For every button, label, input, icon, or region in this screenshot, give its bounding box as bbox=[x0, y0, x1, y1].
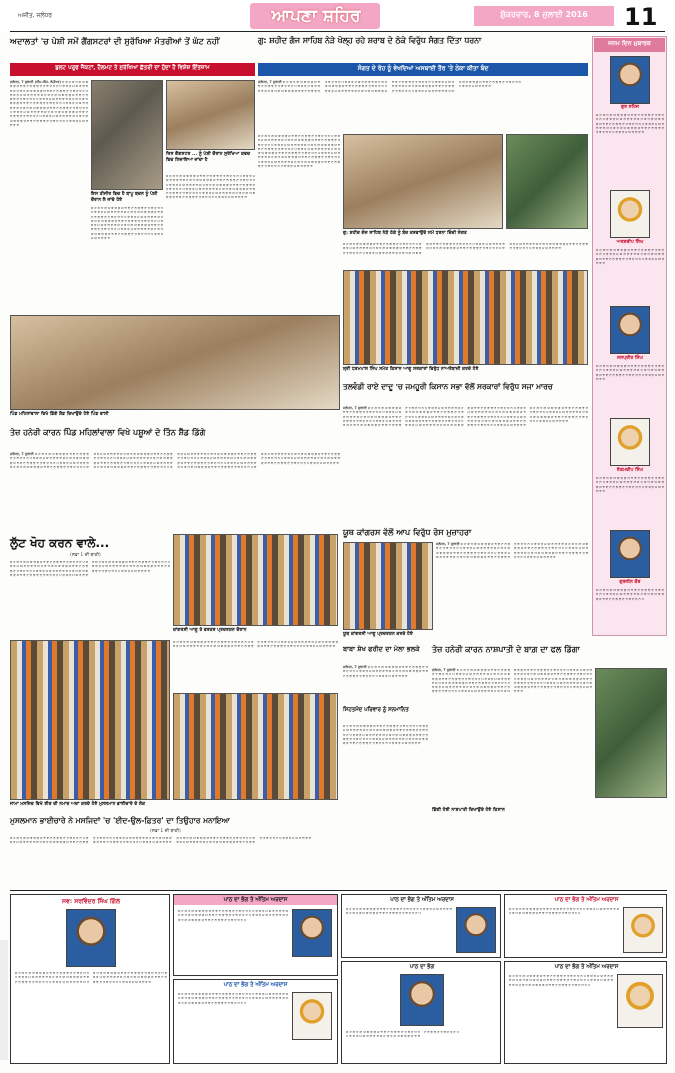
obituary-ad-1-photo bbox=[66, 909, 116, 967]
rally-caption: ਕਾਂਗਰਸੀ ਆਗੂ ਤੇ ਵਰਕਰ ਪ੍ਰਦਰਸ਼ਨ ਦੌਰਾਨ bbox=[173, 628, 247, 633]
child-wish-2: ਸ ਹ ਕ ਖ ਗ ਘ ਙ ਚ ਛ ਜ ਝ ਞ ਟ ਠ ਡ ਢ ਣ ਤ ਥ ਦ ਧ ਨ ਪ ਫ ਬ ਭ ਮ ਯ ਰ ਲ ਵ ੜ ਸ ਹ ਕ ਖ ਗ ਘ ਙ ਚ ਛ ਜ ਝ ਞ ਟ ਠ ਡ ਢ ਣ ਤ ਥ ਦ ਧ ਨ ਪ ਫ ਬ ਭ ਮ ਯ ਰ ਲ ਵ ੜ bbox=[596, 248, 664, 265]
eid-jump-label: (ਸਫ਼ਾ 1 ਦੀ ਬਾਕੀ) bbox=[150, 829, 181, 834]
date-label: ਸ਼ੁੱਕਰਵਾਰ, 8 ਜੁਲਾਈ 2016 bbox=[500, 10, 588, 19]
obituary-ad-7-title: ਪਾਠ ਦਾ ਭੋਗ ਤੇ ਅੰਤਿਮ ਅਰਦਾਸ bbox=[554, 964, 619, 970]
youth-caption: ਯੂਥ ਕਾਂਗਰਸੀ ਆਗੂ ਪ੍ਰਦਰਸ਼ਨ ਕਰਦੇ ਹੋਏ bbox=[343, 632, 413, 637]
obituary-ad-1 bbox=[10, 894, 170, 1064]
obituary-ad-1-body: ਸ ਹ ਕ ਖ ਗ ਘ ਙ ਚ ਛ ਜ ਝ ਞ ਟ ਠ ਡ ਢ ਣ ਤ ਥ ਦ ਧ ਨ ਪ ਫ ਬ ਭ ਮ ਯ ਰ ਲ ਵ ੜ ਸ ਹ ਕ ਖ ਗ ਘ ਙ ਚ ਛ ਜ ਝ ਞ ਟ ਠ ਡ ਢ ਣ ਤ ਥ ਦ ਧ ਨ ਪ ਫ ਬ ਭ ਮ ਯ ਰ ਲ ਵ ੜ ਸ ਹ ਕ ਖ ਗ ਘ ਙ ਚ ਛ ਜ ਝ ਞ ਟ ਠ ਡ ਢ ਣ ਤ ਥ ਦ ਧ ਨ ਪ ਫ ਬ ਭ ਮ ਯ ਰ ਲ ਵ ੜ ਸ ਹ ਕ ਖ ਗ ਘ ਙ ਚ ਛ ਜ ਝ ਞ ਟ ਠ ਡ ਢ ਣ ਤ ਥ ਦ ਧ ਨ ਪ ਫ ਬ ਭ ਮ ਯ ਰ ਲ ਵ ੜ bbox=[15, 971, 167, 984]
liquor-body: ਜਲੰਧਰ, 7 ਜੁਲਾਈ ਸ ਹ ਕ ਖ ਗ ਘ ਙ ਚ ਛ ਜ ਝ ਞ ਟ ਠ ਡ ਢ ਣ ਤ ਥ ਦ ਧ ਨ ਪ ਫ ਬ ਭ ਮ ਯ ਰ ਲ ਵ ੜ ਸ ਹ ਕ ਖ ਗ ਘ ਙ ਚ ਛ ਜ ਝ ਞ ਟ ਠ ਡ ਢ ਣ ਤ ਥ ਦ ਧ ਨ ਪ ਫ ਬ ਭ ਮ ਯ ਰ ਲ ਵ ੜ ਸ ਹ ਕ ਖ ਗ ਘ ਙ ਚ ਛ ਜ ਝ ਞ ਟ ਠ ਡ ਢ ਣ ਤ ਥ ਦ ਧ ਨ ਪ ਫ ਬ ਭ ਮ ਯ ਰ ਲ ਵ ੜ ਸ ਹ ਕ ਖ ਗ ਘ ਙ ਚ ਛ ਜ ਝ ਞ ਟ ਠ ਡ ਢ ਣ ਤ ਥ ਦ ਧ ਨ ਪ ਫ ਬ ਭ ਮ ਯ ਰ ਲ ਵ ੜ ਸ ਹ ਕ ਖ ਗ ਘ ਙ ਚ ਛ ਜ ਝ ਞ ਟ ਠ ਡ ਢ ਣ ਤ ਥ ਦ ਧ ਨ ਪ ਫ ਬ ਭ ਮ ਯ ਰ ਲ ਵ ੜ ਸ ਹ ਕ ਖ ਗ ਘ ਙ ਚ ਛ ਜ ਝ ਞ ਟ ਠ ਡ ਢ ਣ ਤ ਥ ਦ ਧ ਨ ਪ ਫ ਬ ਭ ਮ ਯ ਰ ਲ ਵ ੜ bbox=[258, 80, 521, 93]
baba-headline: ਬਾਬਾ ਸ਼ੇਖ ਫਰੀਦ ਦਾ ਮੇਲਾ ਭਲਕੇ bbox=[343, 645, 420, 653]
story-gangster bbox=[10, 36, 255, 336]
child-name-3: ਜਸਪ੍ਰੀਤ ਸਿੰਘ bbox=[617, 356, 643, 361]
obituary-ad-3-body: ਸ ਹ ਕ ਖ ਗ ਘ ਙ ਚ ਛ ਜ ਝ ਞ ਟ ਠ ਡ ਢ ਣ ਤ ਥ ਦ ਧ ਨ ਪ ਫ ਬ ਭ ਮ ਯ ਰ ਲ ਵ ੜ ਸ ਹ ਕ ਖ ਗ ਘ ਙ ਚ ਛ ਜ ਝ ਞ ਟ ਠ ਡ ਢ ਣ ਤ ਥ ਦ ਧ ਨ ਪ ਫ ਬ ਭ ਮ ਯ ਰ ਲ ਵ ੜ ਸ ਹ ਕ ਖ ਗ ਘ ਙ ਚ ਛ ਜ ਝ ਞ ਟ ਠ ਡ ਢ ਣ ਤ ਥ ਦ ਧ ਨ ਪ bbox=[178, 992, 288, 1005]
obituary-ad-1-title: ਸਵ: ਸਰਵਿੰਦਰ ਸਿੰਘ ਗਿੱਲ bbox=[61, 898, 121, 905]
obituary-ad-3 bbox=[173, 979, 338, 1064]
obituary-ad-5-photo bbox=[623, 907, 663, 953]
liquor-body-3: ਸ ਹ ਕ ਖ ਗ ਘ ਙ ਚ ਛ ਜ ਝ ਞ ਟ ਠ ਡ ਢ ਣ ਤ ਥ ਦ ਧ ਨ ਪ ਫ ਬ ਭ ਮ ਯ ਰ ਲ ਵ ੜ ਸ ਹ ਕ ਖ ਗ ਘ ਙ ਚ ਛ ਜ ਝ ਞ ਟ ਠ ਡ ਢ ਣ ਤ ਥ ਦ ਧ ਨ ਪ ਫ ਬ ਭ ਮ ਯ ਰ ਲ ਵ ੜ ਸ ਹ ਕ ਖ ਗ ਘ ਙ ਚ ਛ ਜ ਝ ਞ ਟ ਠ ਡ ਢ ਣ ਤ ਥ ਦ ਧ ਨ ਪ ਫ ਬ ਭ ਮ ਯ ਰ ਲ ਵ ੜ ਸ ਹ ਕ ਖ ਗ ਘ ਙ ਚ ਛ ਜ ਝ ਞ ਟ ਠ ਡ ਢ ਣ ਤ ਥ ਦ ਧ ਨ ਪ ਫ ਬ ਭ ਮ ਯ ਰ ਲ ਵ ੜ ਸ ਹ ਕ ਖ ਗ ਘ ਙ ਚ ਛ ਜ ਝ ਞ ਟ ਠ ਡ ਢ ਣ ਤ ਥ ਦ ਧ ਨ ਪ ਫ ਬ ਭ ਮ ਯ ਰ ਲ ਵ ੜ bbox=[343, 242, 588, 255]
photo-caption-2: ਜਿਸ ਗੈਂਗਸਟਰ ... ਨੂੰ ਪੇਸ਼ੀ ਦੌਰਾਨ ਸੁਰੱਖਿਆ ਕਵਚ ਵਿਚ ਲਿਜਾਇਆ ਜਾਂਦਾ ਹੈ bbox=[166, 152, 251, 163]
obituary-ad-5-body: ਸ ਹ ਕ ਖ ਗ ਘ ਙ ਚ ਛ ਜ ਝ ਞ ਟ ਠ ਡ ਢ ਣ ਤ ਥ ਦ ਧ ਨ ਪ ਫ ਬ ਭ ਮ ਯ ਰ ਲ ਵ ੜ ਸ ਹ ਕ ਖ ਗ ਘ ਙ ਚ ਛ ਜ ਝ ਞ ਟ ਠ ਡ ਢ ਣ ਤ ਥ ਦ ਧ ਨ ਪ bbox=[509, 907, 619, 916]
farmers-headline: ਤਲਵੰਡੀ ਰਾਏ ਦਾਦੂ 'ਚ ਜਮਹੂਰੀ ਕਿਸਾਨ ਸਭਾ ਵੱਲੋਂ ਸਰਕਾਰਾਂ ਵਿਰੁੱਧ ਸਜਾ ਮਾਰਚ bbox=[343, 382, 553, 391]
photo-eid-prayer bbox=[10, 640, 170, 800]
storm-body: ਜਲੰਧਰ, 7 ਜੁਲਾਈ ਸ ਹ ਕ ਖ ਗ ਘ ਙ ਚ ਛ ਜ ਝ ਞ ਟ ਠ ਡ ਢ ਣ ਤ ਥ ਦ ਧ ਨ ਪ ਫ ਬ ਭ ਮ ਯ ਰ ਲ ਵ ੜ ਸ ਹ ਕ ਖ ਗ ਘ ਙ ਚ ਛ ਜ ਝ ਞ ਟ ਠ ਡ ਢ ਣ ਤ ਥ ਦ ਧ ਨ ਪ ਫ ਬ ਭ ਮ ਯ ਰ ਲ ਵ ੜ ਸ ਹ ਕ ਖ ਗ ਘ ਙ ਚ ਛ ਜ ਝ ਞ ਟ ਠ ਡ ਢ ਣ ਤ ਥ ਦ ਧ ਨ ਪ ਫ ਬ ਭ ਮ ਯ ਰ ਲ ਵ ੜ ਸ ਹ ਕ ਖ ਗ ਘ ਙ ਚ ਛ ਜ ਝ ਞ ਟ ਠ ਡ ਢ ਣ ਤ ਥ ਦ ਧ ਨ ਪ ਫ ਬ ਭ ਮ ਯ ਰ ਲ ਵ ੜ ਸ ਹ ਕ ਖ ਗ ਘ ਙ ਚ ਛ ਜ ਝ ਞ ਟ ਠ ਡ ਢ ਣ ਤ ਥ ਦ ਧ ਨ ਪ ਫ ਬ ਭ ਮ ਯ ਰ ਲ ਵ ੜ ਸ ਹ ਕ ਖ ਗ ਘ ਙ ਚ ਛ ਜ ਝ ਞ ਟ ਠ ਡ ਢ ਣ ਤ ਥ ਦ ਧ ਨ ਪ ਫ ਬ ਭ ਮ ਯ ਰ ਲ ਵ ੜ ਸ ਹ ਕ ਖ ਗ ਘ ਙ ਚ ਛ ਜ ਝ ਞ ਟ ਠ ਡ ਢ ਣ ਤ ਥ ਦ ਧ ਨ ਪ ਫ ਬ ਭ ਮ ਯ ਰ ਲ ਵ ੜ ਸ ਹ ਕ ਖ ਗ ਘ ਙ ਚ ਛ ਜ ਝ ਞ ਟ ਠ ਡ ਢ ਣ ਤ ਥ ਦ ਧ ਨ ਪ ਫ ਬ ਭ ਮ ਯ ਰ ਲ ਵ ੜ ਸ ਹ ਕ ਖ ਗ ਘ ਙ ਚ ਛ ਜ ਝ ਞ ਟ ਠ ਡ ਢ ਣ ਤ ਥ ਦ ਧ ਨ ਪ ਫ ਬ ਭ ਮ ਯ ਰ ਲ ਵ ੜ ਸ ਹ ਕ ਖ ਗ ਘ ਙ ਚ ਛ ਜ ਝ ਞ ਟ ਠ ਡ ਢ ਣ ਤ ਥ ਦ ਧ ਨ ਪ ਫ ਬ ਭ ਮ ਯ ਰ ਲ ਵ ੜ ਸ ਹ ਕ ਖ ਗ ਘ ਙ ਚ ਛ ਜ ਝ ਞ ਟ ਠ ਡ ਢ ਣ ਤ ਥ ਦ ਧ ਨ ਪ ਫ ਬ ਭ ਮ ਯ ਰ ਲ ਵ ੜ bbox=[10, 452, 340, 469]
eid-caption: ਜਾਮਾ ਮਸਜਿਦ ਵਿਖੇ ਈਦ ਦੀ ਨਮਾਜ਼ ਅਦਾ ਕਰਦੇ ਹੋਏ ਮੁਸਲਮਾਨ ਭਾਈਚਾਰੇ ਦੇ ਲੋਕ bbox=[10, 802, 146, 807]
loot-body: ਸ ਹ ਕ ਖ ਗ ਘ ਙ ਚ ਛ ਜ ਝ ਞ ਟ ਠ ਡ ਢ ਣ ਤ ਥ ਦ ਧ ਨ ਪ ਫ ਬ ਭ ਮ ਯ ਰ ਲ ਵ ੜ ਸ ਹ ਕ ਖ ਗ ਘ ਙ ਚ ਛ ਜ ਝ ਞ ਟ ਠ ਡ ਢ ਣ ਤ ਥ ਦ ਧ ਨ ਪ ਫ ਬ ਭ ਮ ਯ ਰ ਲ ਵ ੜ ਸ ਹ ਕ ਖ ਗ ਘ ਙ ਚ ਛ ਜ ਝ ਞ ਟ ਠ ਡ ਢ ਣ ਤ ਥ ਦ ਧ ਨ ਪ ਫ ਬ ਭ ਮ ਯ ਰ ਲ ਵ ੜ ਸ ਹ ਕ ਖ ਗ ਘ ਙ ਚ ਛ ਜ ਝ ਞ ਟ ਠ ਡ ਢ ਣ ਤ ਥ ਦ ਧ ਨ ਪ ਫ ਬ ਭ ਮ ਯ ਰ ਲ ਵ ੜ ਸ ਹ ਕ ਖ ਗ ਘ ਙ ਚ ਛ ਜ ਝ ਞ ਟ ਠ ਡ ਢ ਣ ਤ ਥ ਦ ਧ ਨ ਪ ਫ ਬ ਭ ਮ ਯ ਰ ਲ ਵ ੜ bbox=[10, 560, 170, 577]
eid-headline: ਮੁਸਲਮਾਨ ਭਾਈਚਾਰੇ ਨੇ ਮਸਜਿਦਾਂ 'ਚ 'ਈਦ-ਉਲ-ਫ਼ਿਤਰ' ਦਾ ਤਿਉਹਾਰ ਮਨਾਇਆ bbox=[10, 816, 230, 825]
obituary-ad-4 bbox=[341, 894, 501, 958]
loot-jump-label: (ਸਫ਼ਾ 1 ਦੀ ਬਾਕੀ) bbox=[70, 553, 101, 558]
birthday-title: ਜਨਮ ਦਿਨ ਮੁਬਾਰਕ bbox=[608, 40, 651, 47]
storm-photo-caption: ਪਿੰਡ ਮਹਿਲਾਂਵਾਲਾ ਵਿਖੇ ਡਿੱਗੇ ਸ਼ੈੱਡ ਦਿਖਾਉਂਦੇ ਹੋਏ ਪਿੰਡ ਵਾਸੀ bbox=[10, 412, 109, 417]
obituary-ad-4-body: ਸ ਹ ਕ ਖ ਗ ਘ ਙ ਚ ਛ ਜ ਝ ਞ ਟ ਠ ਡ ਢ ਣ ਤ ਥ ਦ ਧ ਨ ਪ ਫ ਬ ਭ ਮ ਯ ਰ ਲ ਵ ੜ ਸ ਹ ਕ ਖ ਗ ਘ ਙ ਚ ਛ ਜ ਝ ਞ ਟ ਠ ਡ ਢ ਣ ਤ ਥ ਦ ਧ ਨ ਪ bbox=[346, 907, 452, 916]
child-wish-1: ਸ ਹ ਕ ਖ ਗ ਘ ਙ ਚ ਛ ਜ ਝ ਞ ਟ ਠ ਡ ਢ ਣ ਤ ਥ ਦ ਧ ਨ ਪ ਫ ਬ ਭ ਮ ਯ ਰ ਲ ਵ ੜ ਸ ਹ ਕ ਖ ਗ ਘ ਙ ਚ ਛ ਜ ਝ ਞ ਟ ਠ ਡ ਢ ਣ ਤ ਥ ਦ ਧ ਨ ਪ ਫ ਬ ਭ ਮ ਯ ਰ ਲ ਵ ੜ ਸ ਹ ਕ ਖ ਗ ਘ ਙ ਚ ਛ ਜ ਝ ਞ ਟ ਠ ਡ ਢ ਣ ਤ ਥ ਦ ਧ ਨ ਪ ਫ ਬ ਭ ਮ ਯ ਰ ਲ ਵ ੜ bbox=[596, 113, 664, 135]
baba-body: ਜਲੰਧਰ, 7 ਜੁਲਾਈ ਸ ਹ ਕ ਖ ਗ ਘ ਙ ਚ ਛ ਜ ਝ ਞ ਟ ਠ ਡ ਢ ਣ ਤ ਥ ਦ ਧ ਨ ਪ ਫ ਬ ਭ ਮ ਯ ਰ ਲ ਵ ੜ ਸ ਹ ਕ ਖ ਗ ਘ ਙ ਚ ਛ ਜ ਝ ਞ ਟ ਠ ਡ ਢ ਣ ਤ ਥ ਦ ਧ ਨ ਪ ਫ ਬ ਭ ਮ ਯ ਰ ਲ ਵ ੜ bbox=[343, 665, 428, 678]
obituary-ad-2-body: ਸ ਹ ਕ ਖ ਗ ਘ ਙ ਚ ਛ ਜ ਝ ਞ ਟ ਠ ਡ ਢ ਣ ਤ ਥ ਦ ਧ ਨ ਪ ਫ ਬ ਭ ਮ ਯ ਰ ਲ ਵ ੜ ਸ ਹ ਕ ਖ ਗ ਘ ਙ ਚ ਛ ਜ ਝ ਞ ਟ ਠ ਡ ਢ ਣ ਤ ਥ ਦ ਧ ਨ ਪ ਫ ਬ ਭ ਮ ਯ ਰ ਲ ਵ ੜ ਸ ਹ ਕ ਖ ਗ ਘ ਙ ਚ ਛ ਜ ਝ ਞ ਟ ਠ ਡ ਢ ਣ ਤ ਥ ਦ ਧ ਨ ਪ bbox=[178, 909, 288, 922]
photo-caption-1: ਇਸ ਤੀਜੀਰ ਵਿਚ ਹੈ ਬਾਪੂ ਬਚਨ ਨੂੰ ਪੇਸ਼ੀ ਦੌਰਾਨ ਲੈ ਜਾਂਦੇ ਹੋਏ bbox=[91, 192, 158, 203]
baba-body-2: ਸ ਹ ਕ ਖ ਗ ਘ ਙ ਚ ਛ ਜ ਝ ਞ ਟ ਠ ਡ ਢ ਣ ਤ ਥ ਦ ਧ ਨ ਪ ਫ ਬ ਭ ਮ ਯ ਰ ਲ ਵ ੜ ਸ ਹ ਕ ਖ ਗ ਘ ਙ ਚ ਛ ਜ ਝ ਞ ਟ ਠ ਡ ਢ ਣ ਤ ਥ ਦ ਧ ਨ ਪ ਫ ਬ ਭ ਮ ਯ ਰ ਲ ਵ ੜ ਸ ਹ ਕ ਖ ਗ ਘ ਙ ਚ ਛ ਜ ਝ ਞ ਟ ਠ ਡ ਢ ਣ ਤ ਥ ਦ ਧ ਨ ਪ ਫ ਬ ਭ ਮ ਯ ਰ ਲ ਵ ੜ ਸ ਹ ਕ ਖ ਗ ਘ ਙ ਚ ਛ ਜ ਝ ਞ ਟ ਠ ਡ ਢ ਣ ਤ ਥ ਦ ਧ ਨ ਪ ਫ ਬ ਭ ਮ ਯ ਰ ਲ ਵ ੜ bbox=[343, 724, 428, 746]
section-title: ਆਪਣਾ ਸ਼ਹਿਰ bbox=[271, 6, 361, 26]
photo-liquor-protest bbox=[343, 134, 503, 229]
orchard-byline: ਜਲੰਧਰ, 7 ਜੁਲਾਈ bbox=[432, 668, 456, 672]
farmers-byline: ਜਲੰਧਰ, 7 ਜੁਲਾਈ bbox=[343, 406, 367, 410]
child-photo-2 bbox=[610, 190, 650, 238]
page-side-strip bbox=[0, 940, 8, 1060]
child-photo-4 bbox=[610, 418, 650, 466]
photo-eid-prayer-2 bbox=[173, 693, 338, 800]
page-number: 11 bbox=[624, 3, 658, 31]
photo-gangster-1 bbox=[91, 80, 163, 190]
liquor-headline: ਗੁ: ਸ਼ਹੀਦ ਗੰਜ ਸਾਹਿਬ ਨੇੜੇ ਖੋਲ੍ਹ ਰਹੇ ਸ਼ਰਾਬ ਦੇ ਠੇਕੇ ਵਿਰੁੱਧ ਸੰਗਤ ਦਿੱਤਾ ਧਰਨਾ bbox=[258, 36, 482, 45]
story-body-2: ਸ ਹ ਕ ਖ ਗ ਘ ਙ ਚ ਛ ਜ ਝ ਞ ਟ ਠ ਡ ਢ ਣ ਤ ਥ ਦ ਧ ਨ ਪ ਫ ਬ ਭ ਮ ਯ ਰ ਲ ਵ ੜ ਸ ਹ ਕ ਖ ਗ ਘ ਙ ਚ ਛ ਜ ਝ ਞ ਟ ਠ ਡ ਢ ਣ ਤ ਥ ਦ ਧ ਨ ਪ ਫ ਬ ਭ ਮ ਯ ਰ ਲ ਵ ੜ ਸ ਹ ਕ ਖ ਗ ਘ ਙ ਚ ਛ ਜ ਝ ਞ ਟ ਠ ਡ ਢ ਣ ਤ ਥ ਦ ਧ ਨ ਪ ਫ ਬ ਭ ਮ ਯ ਰ ਲ ਵ ੜ ਸ ਹ ਕ ਖ ਗ ਘ ਙ ਚ ਛ ਜ ਝ ਞ ਟ ਠ ਡ ਢ ਣ ਤ ਥ ਦ ਧ ਨ ਪ ਫ ਬ ਭ ਮ ਯ ਰ ਲ ਵ ੜ ਸ ਹ ਕ ਖ ਗ ਘ ਙ ਚ ਛ ਜ ਝ ਞ ਟ ਠ ਡ ਢ ਣ ਤ ਥ ਦ ਧ ਨ ਪ ਫ ਬ ਭ ਮ ਯ ਰ ਲ ਵ ੜ bbox=[166, 174, 255, 200]
edition-label: ਅਜੀਤ, ਜਲੰਧਰ bbox=[18, 12, 53, 19]
orchard-body: ਜਲੰਧਰ, 7 ਜੁਲਾਈ ਸ ਹ ਕ ਖ ਗ ਘ ਙ ਚ ਛ ਜ ਝ ਞ ਟ ਠ ਡ ਢ ਣ ਤ ਥ ਦ ਧ ਨ ਪ ਫ ਬ ਭ ਮ ਯ ਰ ਲ ਵ ੜ ਸ ਹ ਕ ਖ ਗ ਘ ਙ ਚ ਛ ਜ ਝ ਞ ਟ ਠ ਡ ਢ ਣ ਤ ਥ ਦ ਧ ਨ ਪ ਫ ਬ ਭ ਮ ਯ ਰ ਲ ਵ ੜ ਸ ਹ ਕ ਖ ਗ ਘ ਙ ਚ ਛ ਜ ਝ ਞ ਟ ਠ ਡ ਢ ਣ ਤ ਥ ਦ ਧ ਨ ਪ ਫ ਬ ਭ ਮ ਯ ਰ ਲ ਵ ੜ ਸ ਹ ਕ ਖ ਗ ਘ ਙ ਚ ਛ ਜ ਝ ਞ ਟ ਠ ਡ ਢ ਣ ਤ ਥ ਦ ਧ ਨ ਪ ਫ ਬ ਭ ਮ ਯ ਰ ਲ ਵ ੜ ਸ ਹ ਕ ਖ ਗ ਘ ਙ ਚ ਛ ਜ ਝ ਞ ਟ ਠ ਡ ਢ ਣ ਤ ਥ ਦ ਧ ਨ ਪ ਫ ਬ ਭ ਮ ਯ ਰ ਲ ਵ ੜ ਸ ਹ ਕ ਖ ਗ ਘ ਙ ਚ ਛ ਜ ਝ ਞ ਟ ਠ ਡ ਢ ਣ ਤ ਥ ਦ ਧ ਨ ਪ ਫ ਬ ਭ ਮ ਯ ਰ ਲ ਵ ੜ ਸ ਹ ਕ ਖ ਗ ਘ ਙ ਚ ਛ ਜ ਝ ਞ ਟ ਠ ਡ ਢ ਣ ਤ ਥ ਦ ਧ ਨ ਪ ਫ ਬ ਭ ਮ ਯ ਰ ਲ ਵ ੜ ਸ ਹ ਕ ਖ ਗ ਘ ਙ ਚ ਛ ਜ ਝ ਞ ਟ ਠ ਡ ਢ ਣ ਤ ਥ ਦ ਧ ਨ ਪ ਫ ਬ ਭ ਮ ਯ ਰ ਲ ਵ ੜ bbox=[432, 668, 592, 694]
child-name-2: ਅਰਸ਼ਦੀਪ ਸਿੰਘ bbox=[616, 240, 644, 245]
storm-headline: ਤੇਜ਼ ਹਨੇਰੀ ਕਾਰਨ ਪਿੰਡ ਮਹਿਲਾਂਵਾਲਾ ਵਿਖੇ ਪਸ਼ੂਆਂ ਦੇ ਤਿੰਨ ਸ਼ੈੱਡ ਡਿੱਗੇ bbox=[10, 428, 206, 437]
farmers-caption: ਸ਼੍ਰੀ ਧਰਮਪਾਲ ਸਿੰਘ ਸਮੇਤ ਕਿਸਾਨ ਆਗੂ ਸਰਕਾਰਾਂ ਵਿਰੁੱਧ ਨਾਅਰੇਬਾਜ਼ੀ ਕਰਦੇ ਹੋਏ bbox=[343, 367, 479, 372]
photo-liquor-2 bbox=[506, 134, 588, 229]
child-name-4: ਏਕਮਦੀਪ ਸਿੰਘ bbox=[616, 468, 644, 473]
youth-byline: ਜਲੰਧਰ, 7 ਜੁਲਾਈ bbox=[436, 542, 460, 546]
photo-storm-damage bbox=[10, 315, 340, 410]
obituary-ad-2 bbox=[173, 894, 338, 976]
obituary-ad-6-body: ਸ ਹ ਕ ਖ ਗ ਘ ਙ ਚ ਛ ਜ ਝ ਞ ਟ ਠ ਡ ਢ ਣ ਤ ਥ ਦ ਧ ਨ ਪ ਫ ਬ ਭ ਮ ਯ ਰ ਲ ਵ ੜ ਸ ਹ ਕ ਖ ਗ ਘ ਙ ਚ ਛ ਜ ਝ ਞ ਟ ਠ ਡ ਢ ਣ ਤ ਥ ਦ ਧ ਨ ਪ bbox=[346, 1030, 459, 1039]
masthead-rule bbox=[10, 31, 665, 32]
obituary-ad-7-body: ਸ ਹ ਕ ਖ ਗ ਘ ਙ ਚ ਛ ਜ ਝ ਞ ਟ ਠ ਡ ਢ ਣ ਤ ਥ ਦ ਧ ਨ ਪ ਫ ਬ ਭ ਮ ਯ ਰ ਲ ਵ ੜ ਸ ਹ ਕ ਖ ਗ ਘ ਙ ਚ ਛ ਜ ਝ ਞ ਟ ਠ ਡ ਢ ਣ ਤ ਥ ਦ ਧ ਨ ਪ ਫ ਬ ਭ ਮ ਯ ਰ ਲ ਵ ੜ ਸ ਹ ਕ ਖ ਗ ਘ ਙ ਚ ਛ ਜ ਝ ਞ ਟ ਠ ਡ ਢ ਣ ਤ ਥ ਦ ਧ ਨ ਪ bbox=[509, 974, 613, 987]
story-subhead: ਬੁਲਟ ਪਰੂਫ ਜੈਕਟਾਂ, ਹੈਲਮਟ ਤੇ ਸੁਰੱਖਿਆ ਛੱਤਰੀ ਦਾ ਹੁੰਦਾ ਹੈ ਵਿਸ਼ੇਸ਼ ਇੰਤਜ਼ਾਮ bbox=[55, 65, 210, 71]
child-name-5: ਗੁਰਲੀਨ ਕੌਰ bbox=[619, 580, 641, 585]
photo-rally bbox=[173, 534, 338, 626]
storm-byline: ਜਲੰਧਰ, 7 ਜੁਲਾਈ bbox=[10, 452, 34, 456]
baba-byline: ਜਲੰਧਰ, 7 ਜੁਲਾਈ bbox=[343, 665, 367, 669]
obituary-ad-3-title: ਪਾਠ ਦਾ ਭੋਗ ਤੇ ਅੰਤਿਮ ਅਰਦਾਸ bbox=[223, 982, 288, 988]
masthead bbox=[0, 0, 675, 32]
rally-body: ਸ ਹ ਕ ਖ ਗ ਘ ਙ ਚ ਛ ਜ ਝ ਞ ਟ ਠ ਡ ਢ ਣ ਤ ਥ ਦ ਧ ਨ ਪ ਫ ਬ ਭ ਮ ਯ ਰ ਲ ਵ ੜ ਸ ਹ ਕ ਖ ਗ ਘ ਙ ਚ ਛ ਜ ਝ ਞ ਟ ਠ ਡ ਢ ਣ ਤ ਥ ਦ ਧ ਨ ਪ ਫ ਬ ਭ ਮ ਯ ਰ ਲ ਵ ੜ ਸ ਹ ਕ ਖ ਗ ਘ ਙ ਚ ਛ ਜ ਝ ਞ ਟ ਠ ਡ ਢ ਣ ਤ ਥ ਦ ਧ ਨ ਪ ਫ ਬ ਭ ਮ ਯ ਰ ਲ ਵ ੜ bbox=[173, 640, 338, 649]
obituary-ad-4-title: ਪਾਠ ਦਾ ਭੋਗ ਤੇ ਅੰਤਿਮ ਅਰਦਾਸ bbox=[390, 897, 454, 903]
byline: ਜਲੰਧਰ, 7 ਜੁਲਾਈ (ਐੱਮ.ਐੱਸ. ਲੋਹੀਆ) bbox=[10, 80, 61, 84]
baba-subhead: ਸਿਹਤਮੰਦ ਪਰਿਵਾਰ ਨੂੰ ਸਨਮਾਨਿਤ bbox=[343, 707, 409, 713]
liquor-body-2: ਸ ਹ ਕ ਖ ਗ ਘ ਙ ਚ ਛ ਜ ਝ ਞ ਟ ਠ ਡ ਢ ਣ ਤ ਥ ਦ ਧ ਨ ਪ ਫ ਬ ਭ ਮ ਯ ਰ ਲ ਵ ੜ ਸ ਹ ਕ ਖ ਗ ਘ ਙ ਚ ਛ ਜ ਝ ਞ ਟ ਠ ਡ ਢ ਣ ਤ ਥ ਦ ਧ ਨ ਪ ਫ ਬ ਭ ਮ ਯ ਰ ਲ ਵ ੜ ਸ ਹ ਕ ਖ ਗ ਘ ਙ ਚ ਛ ਜ ਝ ਞ ਟ ਠ ਡ ਢ ਣ ਤ ਥ ਦ ਧ ਨ ਪ ਫ ਬ ਭ ਮ ਯ ਰ ਲ ਵ ੜ ਸ ਹ ਕ ਖ ਗ ਘ ਙ ਚ ਛ ਜ ਝ ਞ ਟ ਠ ਡ ਢ ਣ ਤ ਥ ਦ ਧ ਨ ਪ ਫ ਬ ਭ ਮ ਯ ਰ ਲ ਵ ੜ ਸ ਹ ਕ ਖ ਗ ਘ ਙ ਚ ਛ ਜ ਝ ਞ ਟ ਠ ਡ ਢ ਣ ਤ ਥ ਦ ਧ ਨ ਪ ਫ ਬ ਭ ਮ ਯ ਰ ਲ ਵ ੜ ਸ ਹ ਕ ਖ ਗ ਘ ਙ ਚ ਛ ਜ ਝ ਞ ਟ ਠ ਡ ਢ ਣ ਤ ਥ ਦ ਧ ਨ ਪ ਫ ਬ ਭ ਮ ਯ ਰ ਲ ਵ ੜ bbox=[258, 134, 340, 169]
obituary-ad-6-photo bbox=[400, 974, 444, 1026]
liquor-subhead: ਸੰਗਤ ਦੇ ਰੋਹ ਨੂੰ ਵੇਖਦਿਆਂ ਅਸਥਾਈ ਤੌਰ 'ਤੇ ਠੇਕਾ ਕੀਤਾ ਬੰਦ bbox=[357, 65, 489, 72]
body-filler: ੲ ਸ ਹ ਕ ਖ ਗ ਘ ਙ ਚ ਛ ਜ ਝ ਞ ਟ ਠ ਡ ਢ ਣ ਤ ਥ ਦ ਧ ਨ ਪ ਫ ਬ ਭ ਮ ਯ ਰ ਲ ਵ ੜ ਸ ਹ ਕ ਖ ਗ ਘ ਙ ਚ ਛ ਜ ਝ ਞ ਟ ਠ ਡ ਢ ਣ ਤ ਥ ਦ ਧ ਨ ਪ ਫ ਬ ਭ ਮ ਯ ਰ ਲ ਵ ੜ ਸ ਹ ਕ ਖ ਗ ਘ ਙ ਚ ਛ ਜ ਝ ਞ ਟ ਠ ਡ ਢ ਣ ਤ ਥ ਦ ਧ ਨ ਪ ਫ ਬ ਭ ਮ ਯ ਰ ਲ ਵ ੜ ਸ ਹ ਕ ਖ ਗ ਘ ਙ ਚ ਛ ਜ ਝ ਞ ਟ ਠ ਡ ਢ ਣ ਤ ਥ ਦ ਧ ਨ ਪ ਫ ਬ ਭ ਮ ਯ ਰ ਲ ਵ ੜ ਸ ਹ ਕ ਖ ਗ ਘ ਙ ਚ ਛ ਜ ਝ ਞ ਟ ਠ ਡ ਢ ਣ ਤ ਥ ਦ ਧ ਨ ਪ ਫ ਬ ਭ ਮ ਯ ਰ ਲ ਵ ੜ ਸ ਹ ਕ ਖ ਗ ਘ ਙ ਚ ਛ ਜ ਝ ਞ ਟ ਠ ਡ ਢ ਣ ਤ ਥ ਦ ਧ ਨ ਪ ਫ ਬ ਭ ਮ ਯ ਰ ਲ ਵ ੜ ਸ ਹ ਕ ਖ ਗ ਘ ਙ ਚ ਛ ਜ ਝ ਞ ਟ ਠ ਡ ਢ ਣ ਤ ਥ ਦ ਧ ਨ ਪ ਫ ਬ ਭ ਮ ਯ ਰ ਲ ਵ ੜ bbox=[10, 80, 88, 127]
orchard-headline: ਤੇਜ਼ ਹਨੇਰੀ ਕਾਰਨ ਨਾਸ਼ਪਾਤੀ ਦੇ ਬਾਗ਼ ਦਾ ਫਲ ਡਿੱਗਾ bbox=[432, 645, 580, 654]
youth-body: ਜਲੰਧਰ, 7 ਜੁਲਾਈ ਸ ਹ ਕ ਖ ਗ ਘ ਙ ਚ ਛ ਜ ਝ ਞ ਟ ਠ ਡ ਢ ਣ ਤ ਥ ਦ ਧ ਨ ਪ ਫ ਬ ਭ ਮ ਯ ਰ ਲ ਵ ੜ ਸ ਹ ਕ ਖ ਗ ਘ ਙ ਚ ਛ ਜ ਝ ਞ ਟ ਠ ਡ ਢ ਣ ਤ ਥ ਦ ਧ ਨ ਪ ਫ ਬ ਭ ਮ ਯ ਰ ਲ ਵ ੜ ਸ ਹ ਕ ਖ ਗ ਘ ਙ ਚ ਛ ਜ ਝ ਞ ਟ ਠ ਡ ਢ ਣ ਤ ਥ ਦ ਧ ਨ ਪ ਫ ਬ ਭ ਮ ਯ ਰ ਲ ਵ ੜ ਸ ਹ ਕ ਖ ਗ ਘ ਙ ਚ ਛ ਜ ਝ ਞ ਟ ਠ ਡ ਢ ਣ ਤ ਥ ਦ ਧ ਨ ਪ ਫ ਬ ਭ ਮ ਯ ਰ ਲ ਵ ੜ ਸ ਹ ਕ ਖ ਗ ਘ ਙ ਚ ਛ ਜ ਝ ਞ ਟ ਠ ਡ ਢ ਣ ਤ ਥ ਦ ਧ ਨ ਪ ਫ ਬ ਭ ਮ ਯ ਰ ਲ ਵ ੜ bbox=[436, 542, 588, 559]
obituary-ad-3-photo bbox=[292, 992, 332, 1040]
farmers-body: ਜਲੰਧਰ, 7 ਜੁਲਾਈ ਸ ਹ ਕ ਖ ਗ ਘ ਙ ਚ ਛ ਜ ਝ ਞ ਟ ਠ ਡ ਢ ਣ ਤ ਥ ਦ ਧ ਨ ਪ ਫ ਬ ਭ ਮ ਯ ਰ ਲ ਵ ੜ ਸ ਹ ਕ ਖ ਗ ਘ ਙ ਚ ਛ ਜ ਝ ਞ ਟ ਠ ਡ ਢ ਣ ਤ ਥ ਦ ਧ ਨ ਪ ਫ ਬ ਭ ਮ ਯ ਰ ਲ ਵ ੜ ਸ ਹ ਕ ਖ ਗ ਘ ਙ ਚ ਛ ਜ ਝ ਞ ਟ ਠ ਡ ਢ ਣ ਤ ਥ ਦ ਧ ਨ ਪ ਫ ਬ ਭ ਮ ਯ ਰ ਲ ਵ ੜ ਸ ਹ ਕ ਖ ਗ ਘ ਙ ਚ ਛ ਜ ਝ ਞ ਟ ਠ ਡ ਢ ਣ ਤ ਥ ਦ ਧ ਨ ਪ ਫ ਬ ਭ ਮ ਯ ਰ ਲ ਵ ੜ ਸ ਹ ਕ ਖ ਗ ਘ ਙ ਚ ਛ ਜ ਝ ਞ ਟ ਠ ਡ ਢ ਣ ਤ ਥ ਦ ਧ ਨ ਪ ਫ ਬ ਭ ਮ ਯ ਰ ਲ ਵ ੜ ਸ ਹ ਕ ਖ ਗ ਘ ਙ ਚ ਛ ਜ ਝ ਞ ਟ ਠ ਡ ਢ ਣ ਤ ਥ ਦ ਧ ਨ ਪ ਫ ਬ ਭ ਮ ਯ ਰ ਲ ਵ ੜ ਸ ਹ ਕ ਖ ਗ ਘ ਙ ਚ ਛ ਜ ਝ ਞ ਟ ਠ ਡ ਢ ਣ ਤ ਥ ਦ ਧ ਨ ਪ ਫ ਬ ਭ ਮ ਯ ਰ ਲ ਵ ੜ ਸ ਹ ਕ ਖ ਗ ਘ ਙ ਚ ਛ ਜ ਝ ਞ ਟ ਠ ਡ ਢ ਣ ਤ ਥ ਦ ਧ ਨ ਪ ਫ ਬ ਭ ਮ ਯ ਰ ਲ ਵ ੜ ਸ ਹ ਕ ਖ ਗ ਘ ਙ ਚ ਛ ਜ ਝ ਞ ਟ ਠ ਡ ਢ ਣ ਤ ਥ ਦ ਧ ਨ ਪ ਫ ਬ ਭ ਮ ਯ ਰ ਲ ਵ ੜ ਸ ਹ ਕ ਖ ਗ ਘ ਙ ਚ ਛ ਜ ਝ ਞ ਟ ਠ ਡ ਢ ਣ ਤ ਥ ਦ ਧ ਨ ਪ ਫ ਬ ਭ ਮ ਯ ਰ ਲ ਵ ੜ bbox=[343, 406, 588, 428]
obituary-ad-5-title: ਪਾਠ ਦਾ ਭੋਗ ਤੇ ਅੰਤਿਮ ਅਰਦਾਸ bbox=[554, 897, 619, 903]
photo-youth bbox=[343, 542, 433, 630]
child-name-1: ਗੁਰ ਸਹਿਜ bbox=[620, 105, 639, 110]
eid-body: ਸ ਹ ਕ ਖ ਗ ਘ ਙ ਚ ਛ ਜ ਝ ਞ ਟ ਠ ਡ ਢ ਣ ਤ ਥ ਦ ਧ ਨ ਪ ਫ ਬ ਭ ਮ ਯ ਰ ਲ ਵ ੜ ਸ ਹ ਕ ਖ ਗ ਘ ਙ ਚ ਛ ਜ ਝ ਞ ਟ ਠ ਡ ਢ ਣ ਤ ਥ ਦ ਧ ਨ ਪ ਫ ਬ ਭ ਮ ਯ ਰ ਲ ਵ ੜ ਸ ਹ ਕ ਖ ਗ ਘ ਙ ਚ ਛ ਜ ਝ ਞ ਟ ਠ ਡ ਢ ਣ ਤ ਥ ਦ ਧ ਨ ਪ ਫ ਬ ਭ ਮ ਯ ਰ ਲ ਵ ੜ ਸ ਹ ਕ ਖ ਗ ਘ ਙ ਚ ਛ ਜ ਝ ਞ ਟ ਠ ਡ ਢ ਣ ਤ ਥ ਦ ਧ ਨ ਪ ਫ ਬ ਭ ਮ ਯ ਰ ਲ ਵ ੜ ਸ ਹ ਕ ਖ ਗ ਘ ਙ ਚ ਛ ਜ ਝ ਞ ਟ ਠ ਡ ਢ ਣ ਤ ਥ ਦ ਧ ਨ ਪ ਫ ਬ ਭ ਮ ਯ ਰ ਲ ਵ ੜ bbox=[10, 836, 311, 845]
orchard-caption: ਡਿੱਗੀ ਹੋਈ ਨਾਸ਼ਪਾਤੀ ਦਿਖਾਉਂਦੇ ਹੋਏ ਕਿਸਾਨ bbox=[432, 808, 505, 813]
obituary-ad-6-title: ਪਾਠ ਦਾ ਭੋਗ bbox=[409, 964, 435, 970]
child-wish-5: ਸ ਹ ਕ ਖ ਗ ਘ ਙ ਚ ਛ ਜ ਝ ਞ ਟ ਠ ਡ ਢ ਣ ਤ ਥ ਦ ਧ ਨ ਪ ਫ ਬ ਭ ਮ ਯ ਰ ਲ ਵ ੜ ਸ ਹ ਕ ਖ ਗ ਘ ਙ ਚ ਛ ਜ ਝ ਞ ਟ ਠ ਡ ਢ ਣ ਤ ਥ ਦ ਧ ਨ ਪ bbox=[596, 588, 664, 601]
liquor-caption-1: ਗੁ: ਸ਼ਹੀਦ ਗੰਜ ਸਾਹਿਬ ਨੇੜੇ ਠੇਕੇ ਨੂੰ ਬੰਦ ਕਰਵਾਉਂਦੇ ਸਮੇਂ ਧਰਨਾ ਦਿੰਦੀ ਸੰਗਤ bbox=[343, 231, 467, 236]
liquor-byline: ਜਲੰਧਰ, 7 ਜੁਲਾਈ bbox=[258, 80, 282, 84]
story-body bbox=[10, 80, 88, 330]
story-body-3: ਸ ਹ ਕ ਖ ਗ ਘ ਙ ਚ ਛ ਜ ਝ ਞ ਟ ਠ ਡ ਢ ਣ ਤ ਥ ਦ ਧ ਨ ਪ ਫ ਬ ਭ ਮ ਯ ਰ ਲ ਵ ੜ ਸ ਹ ਕ ਖ ਗ ਘ ਙ ਚ ਛ ਜ ਝ ਞ ਟ ਠ ਡ ਢ ਣ ਤ ਥ ਦ ਧ ਨ ਪ ਫ ਬ ਭ ਮ ਯ ਰ ਲ ਵ ੜ ਸ ਹ ਕ ਖ ਗ ਘ ਙ ਚ ਛ ਜ ਝ ਞ ਟ ਠ ਡ ਢ ਣ ਤ ਥ ਦ ਧ ਨ ਪ ਫ ਬ ਭ ਮ ਯ ਰ ਲ ਵ ੜ ਸ ਹ ਕ ਖ ਗ ਘ ਙ ਚ ਛ ਜ ਝ ਞ ਟ ਠ ਡ ਢ ਣ ਤ ਥ ਦ ਧ ਨ ਪ ਫ ਬ ਭ ਮ ਯ ਰ ਲ ਵ ੜ ਸ ਹ ਕ ਖ ਗ ਘ ਙ ਚ ਛ ਜ ਝ ਞ ਟ ਠ ਡ ਢ ਣ ਤ ਥ ਦ ਧ ਨ ਪ ਫ ਬ ਭ ਮ ਯ ਰ ਲ ਵ ੜ bbox=[91, 206, 163, 241]
obituary-ad-7-photo bbox=[617, 974, 663, 1028]
obituary-ad-4-photo bbox=[456, 907, 496, 953]
loot-headline: ਲੁੱਟ ਖੋਹ ਕਰਨ ਵਾਲੇ... bbox=[10, 536, 110, 550]
child-wish-3: ਸ ਹ ਕ ਖ ਗ ਘ ਙ ਚ ਛ ਜ ਝ ਞ ਟ ਠ ਡ ਢ ਣ ਤ ਥ ਦ ਧ ਨ ਪ ਫ ਬ ਭ ਮ ਯ ਰ ਲ ਵ ੜ ਸ ਹ ਕ ਖ ਗ ਘ ਙ ਚ ਛ ਜ ਝ ਞ ਟ ਠ ਡ ਢ ਣ ਤ ਥ ਦ ਧ ਨ ਪ ਫ ਬ ਭ ਮ ਯ ਰ ਲ ਵ ੜ bbox=[596, 364, 664, 381]
obituary-ad-2-photo bbox=[292, 909, 332, 957]
child-photo-3 bbox=[610, 306, 650, 354]
child-photo-1 bbox=[610, 56, 650, 104]
photo-orchard bbox=[595, 668, 667, 798]
child-wish-4: ਸ ਹ ਕ ਖ ਗ ਘ ਙ ਚ ਛ ਜ ਝ ਞ ਟ ਠ ਡ ਢ ਣ ਤ ਥ ਦ ਧ ਨ ਪ ਫ ਬ ਭ ਮ ਯ ਰ ਲ ਵ ੜ ਸ ਹ ਕ ਖ ਗ ਘ ਙ ਚ ਛ ਜ ਝ ਞ ਟ ਠ ਡ ਢ ਣ ਤ ਥ ਦ ਧ ਨ ਪ ਫ ਬ ਭ ਮ ਯ ਰ ਲ ਵ ੜ bbox=[596, 476, 664, 493]
story-headline: ਅਦਾਲਤਾਂ 'ਚ ਪੇਸ਼ੀ ਸਮੇਂ ਗੈਂਗਸਟਰਾਂ ਦੀ ਸੁਰੱਖਿਆ ਮੰਤਰੀਆਂ ਤੋਂ ਘੱਟ ਨਹੀਂ bbox=[10, 36, 220, 46]
obituary-ad-2-title: ਪਾਠ ਦਾ ਭੋਗ ਤੇ ਅੰਤਿਮ ਅਰਦਾਸ bbox=[223, 897, 288, 903]
photo-farmers-march bbox=[343, 270, 588, 365]
obituary-ad-5 bbox=[504, 894, 667, 958]
child-photo-5 bbox=[610, 530, 650, 578]
youth-headline: ਯੂਥ ਕਾਂਗਰਸ ਵੱਲੋਂ ਆਪ ਵਿਰੁੱਧ ਰੋਸ ਮੁਜ਼ਾਹਰਾ bbox=[343, 528, 472, 537]
obituary-ad-6 bbox=[341, 961, 501, 1064]
ads-top-rule bbox=[10, 890, 667, 891]
photo-gangster-2 bbox=[166, 80, 255, 150]
obituary-ad-7 bbox=[504, 961, 667, 1064]
